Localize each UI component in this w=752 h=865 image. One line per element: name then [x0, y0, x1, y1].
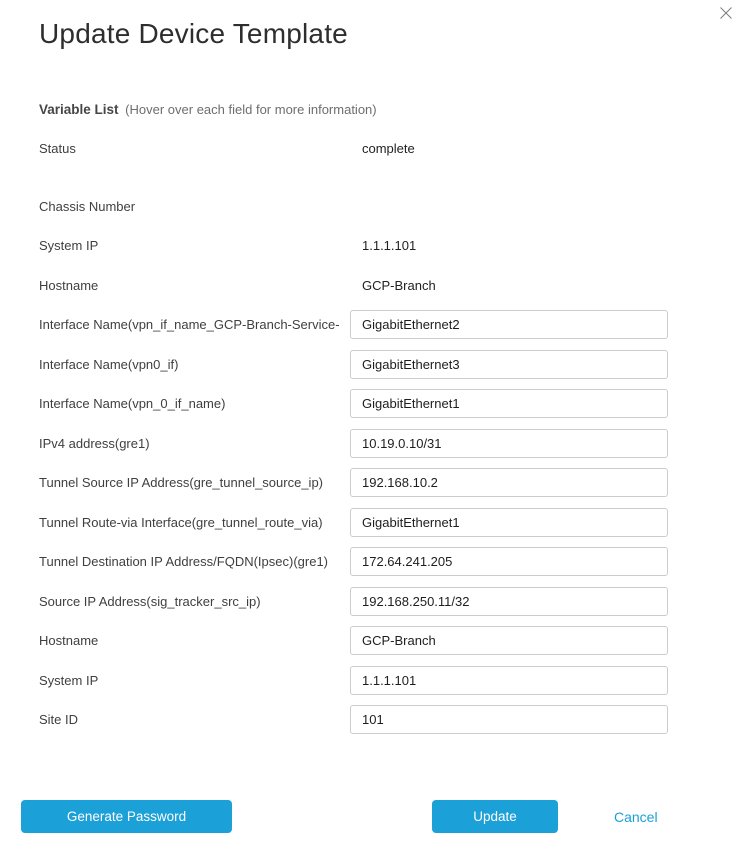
cancel-link[interactable]: Cancel: [614, 809, 658, 825]
field-input[interactable]: [350, 389, 668, 418]
field-input[interactable]: [350, 666, 668, 695]
static-field-row: [39, 140, 668, 157]
field-label: System IP: [39, 238, 99, 253]
field-label: Chassis Number: [39, 199, 136, 214]
field-label: Interface Name(vpn0_if): [39, 356, 179, 372]
field-label: Hostname: [39, 633, 99, 648]
input-field-row: [39, 468, 668, 497]
field-input[interactable]: [350, 429, 668, 458]
input-field-row: [39, 429, 668, 458]
field-label: IPv4 address(gre1): [39, 435, 150, 451]
input-field-row: [39, 626, 668, 655]
input-field-row: [39, 666, 668, 695]
dialog-title: Update Device Template: [39, 18, 348, 49]
field-label: Site ID: [39, 712, 79, 727]
input-field-row: [39, 389, 668, 418]
field-input[interactable]: [350, 705, 668, 734]
input-field-row: [39, 508, 668, 537]
input-rows: [39, 310, 668, 745]
field-label: Status: [39, 141, 76, 156]
field-input[interactable]: [350, 626, 668, 655]
static-field-row: [39, 277, 668, 294]
field-input[interactable]: [350, 350, 668, 379]
field-input[interactable]: [350, 508, 668, 537]
field-label: Source IP Address(sig_tracker_src_ip): [39, 593, 261, 609]
static-field-row: [39, 198, 668, 215]
input-field-row: [39, 350, 668, 379]
input-field-row: [39, 547, 668, 576]
variable-list-heading: Variable List: [39, 102, 119, 117]
variable-list-header: [39, 102, 377, 117]
field-label: System IP: [39, 672, 99, 688]
field-value: complete: [362, 141, 415, 156]
field-input[interactable]: [350, 468, 668, 497]
variable-list-hint: (Hover over each field for more information): [125, 102, 377, 117]
update-button[interactable]: Update: [432, 800, 558, 833]
field-input[interactable]: [350, 587, 668, 616]
input-field-row: [39, 705, 668, 734]
static-rows: [39, 140, 668, 294]
field-label: Tunnel Route-via Interface(gre_tunnel_route_via): [39, 514, 323, 530]
input-field-row: [39, 310, 668, 339]
field-input[interactable]: [350, 310, 668, 339]
close-icon[interactable]: [718, 5, 734, 21]
static-field-row: [39, 237, 668, 254]
field-label: Tunnel Source IP Address(gre_tunnel_source_ip): [39, 475, 324, 490]
field-value: GCP-Branch: [362, 278, 436, 293]
field-label: Interface Name(vpn_0_if_name): [39, 396, 226, 411]
field-label: Tunnel Destination IP Address/FQDN(Ipsec)(gre1): [39, 554, 329, 569]
field-input[interactable]: [350, 547, 668, 576]
field-value: 1.1.1.101: [362, 238, 417, 253]
input-field-row: [39, 587, 668, 616]
generate-password-button[interactable]: Generate Password: [21, 800, 232, 833]
field-label: Hostname: [39, 278, 99, 293]
field-label: Interface Name(vpn_if_name_GCP-Branch-Service-: [39, 317, 340, 332]
